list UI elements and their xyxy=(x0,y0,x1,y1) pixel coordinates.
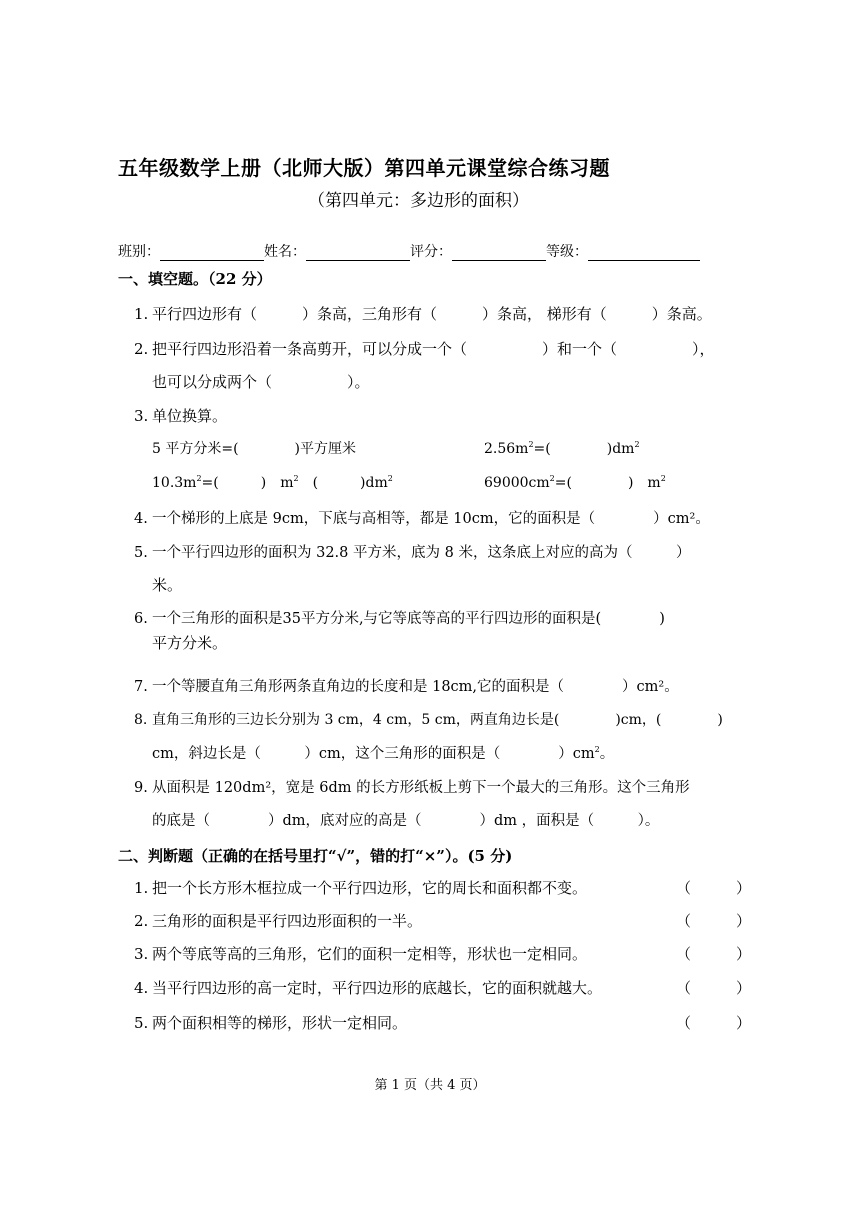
question-5-cont: 米。 xyxy=(152,576,183,594)
judge-item: 5. 两个面积相等的梯形，形状一定相同。 xyxy=(134,1014,408,1032)
question-6: 6. 一个三角形的面积是35平方分米,与它等底等高的平行四边形的面积是( ) xyxy=(134,611,665,627)
question-1: 1. 平行四边形有（ ）条高，三角形有（ ）条高， 梯形有（ ）条高。 xyxy=(134,305,712,323)
grade-field[interactable] xyxy=(588,246,700,261)
name-label: 姓名： xyxy=(264,244,306,260)
judge-item: 4. 当平行四边形的高一定时，平行四边形的底越长，它的面积就越大。 xyxy=(134,979,603,997)
question-8-cont: cm，斜边长是（ ）cm，这个三角形的面积是（ ）$cm^2$。 xyxy=(152,745,615,762)
question-2: 2. 把平行四边形沿着一条高剪开，可以分成一个（ ）和一个（ ）， xyxy=(134,340,715,358)
judge-item: 1. 把一个长方形木框拉成一个平行四边形，它的周长和面积都不变。 xyxy=(134,879,588,897)
question-3-c: $10.3m^2=$( ) $m^2$ ( )$dm^2$ xyxy=(152,474,393,491)
score-label: 评分： xyxy=(410,244,452,260)
grade-label: 等级： xyxy=(546,244,588,260)
question-9: 9. 从面积是 120dm²，宽是 6dm 的长方形纸板上剪下一个最大的三角形。这个三角形 xyxy=(134,780,690,796)
question-2-cont: 也可以分成两个（ ）。 xyxy=(152,373,370,391)
question-3: 3. 单位换算。 xyxy=(134,407,228,425)
page-footer: 第 1 页（共 4 页） xyxy=(374,1078,486,1093)
question-3-d: $69000cm^2=$( ) $m^2$ xyxy=(484,474,666,491)
name-field[interactable] xyxy=(306,246,410,261)
question-6-cont: 平方分米。 xyxy=(152,634,228,652)
question-5: 5. 一个平行四边形的面积为 32.8 平方米，底为 8 米，这条底上对应的高为（ ） xyxy=(134,545,691,561)
judge-answer-2[interactable]: （ ） xyxy=(676,912,752,930)
score-field[interactable] xyxy=(452,246,546,261)
student-info-line xyxy=(118,241,700,261)
page-title: 五年级数学上册（北师大版）第四单元课堂综合练习题 xyxy=(118,156,610,180)
judge-answer-1[interactable]: （ ） xyxy=(676,879,752,897)
judge-item: 3. 两个等底等高的三角形，它们的面积一定相等，形状也一定相同。 xyxy=(134,945,588,963)
judge-item: 2. 三角形的面积是平行四边形面积的一半。 xyxy=(134,912,423,930)
question-3-a: 5 平方分米=( )平方厘米 xyxy=(152,441,357,457)
judge-answer-5[interactable]: （ ） xyxy=(676,1014,752,1032)
question-4: 4. 一个梯形的上底是 9cm，下底与高相等，都是 10cm，它的面积是（ ）cm²。 xyxy=(134,511,710,527)
class-label: 班别： xyxy=(118,244,160,260)
class-field[interactable] xyxy=(160,246,264,261)
question-9-cont: 的底是（ ）dm，底对应的高是（ ）dm ，面积是（ ）。 xyxy=(152,813,660,829)
question-8: 8. 直角三角形的三边长分别为 3 cm，4 cm，5 cm，两直角边长是( )cm，( ) xyxy=(134,712,723,728)
section1-heading: 一、填空题。（22 分） xyxy=(118,270,272,288)
judge-answer-4[interactable]: （ ） xyxy=(676,979,752,997)
page-subtitle: （第四单元：多边形的面积） xyxy=(308,191,529,211)
question-7: 7. 一个等腰直角三角形两条直角边的长度和是 18cm,它的面积是（ ）cm²。 xyxy=(134,679,679,695)
judge-answer-3[interactable]: （ ） xyxy=(676,945,752,963)
question-3-b: $2.56m^2=$( )$dm^2$ xyxy=(484,440,640,457)
section2-heading: 二、判断题（正确的在括号里打“√”，错的打“×”）。(5 分) xyxy=(118,847,513,865)
